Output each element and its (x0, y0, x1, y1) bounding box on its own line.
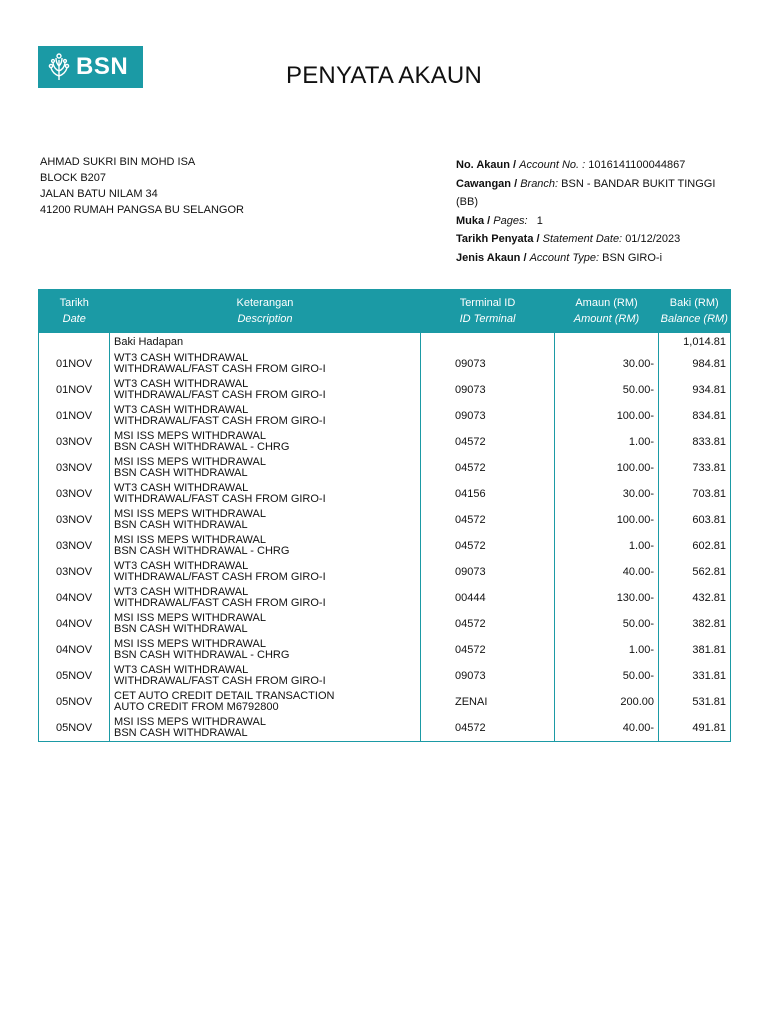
row-description-line2: BSN CASH WITHDRAWAL (114, 727, 248, 739)
row-balance: 491.81 (659, 715, 731, 742)
branch-label: Cawangan / (456, 177, 518, 190)
row-description-line1: MSI ISS MEPS WITHDRAWAL (114, 456, 266, 468)
row-description-line1: WT3 CASH WITHDRAWAL (114, 586, 249, 598)
row-amount: 100.00- (555, 507, 659, 533)
row-description-line1: MSI ISS MEPS WITHDRAWAL (114, 612, 266, 624)
row-amount: 1.00- (555, 637, 659, 663)
row-description (110, 637, 421, 663)
account-number-label: No. Akaun / (456, 159, 517, 171)
table-row (39, 715, 731, 742)
row-date: 03NOV (55, 436, 93, 448)
account-type-label: Jenis Akaun / (456, 251, 527, 264)
row-date: 04NOV (55, 592, 93, 604)
header-date: Tarikh Date (39, 289, 110, 333)
row-balance: 603.81 (659, 507, 731, 533)
statement-date-label: Tarikh Penyata / (456, 233, 540, 245)
row-balance: 382.81 (659, 611, 731, 637)
row-terminal: 04572 (421, 455, 555, 481)
row-description-line1: WT3 CASH WITHDRAWAL (114, 664, 249, 676)
row-description-line1: WT3 CASH WITHDRAWAL (114, 352, 249, 364)
row-amount: 1.00- (555, 533, 659, 559)
row-description-line1: MSI ISS MEPS WITHDRAWAL (114, 716, 266, 728)
row-amount: 40.00- (555, 715, 659, 742)
row-description (110, 403, 421, 429)
table-row (39, 637, 731, 663)
row-date: 01NOV (55, 358, 93, 370)
table-row (39, 611, 731, 637)
row-balance: 834.81 (659, 403, 731, 429)
row-balance: 432.81 (659, 585, 731, 611)
row-balance: 562.81 (659, 559, 731, 585)
table-row (39, 377, 731, 403)
row-terminal: 04572 (421, 507, 555, 533)
table-row (39, 533, 731, 559)
table-row (39, 559, 731, 585)
logo-text: BSN (76, 53, 129, 80)
row-description (110, 689, 421, 715)
row-terminal: 04572 (421, 715, 555, 742)
row-date: 03NOV (55, 462, 93, 474)
row-terminal: 09073 (421, 377, 555, 403)
table-header (39, 289, 731, 333)
table-row (39, 481, 731, 507)
header-amount: Amaun (RM) Amount (RM) (555, 289, 659, 333)
header-description: Keterangan Description (110, 289, 421, 333)
account-type-value: BSN GIRO-i (602, 251, 663, 264)
address-line: JALAN BATU NILAM 34 (40, 188, 158, 200)
row-amount: 50.00- (555, 377, 659, 403)
row-date: 03NOV (55, 566, 93, 578)
row-description (110, 663, 421, 689)
table-row (39, 663, 731, 689)
pages-label: Muka / (456, 214, 491, 227)
statement-date-value: 01/12/2023 (625, 233, 681, 245)
row-amount: 30.00- (555, 351, 659, 377)
row-amount: 30.00- (555, 481, 659, 507)
account-number-value: 1016141100044867 (588, 159, 686, 171)
row-description (110, 559, 421, 585)
branch-value: BSN - BANDAR BUKIT TINGGI (561, 177, 716, 190)
row-terminal: 09073 (421, 403, 555, 429)
row-terminal: 04572 (421, 429, 555, 455)
row-date: 04NOV (55, 618, 93, 630)
header-terminal: Terminal ID ID Terminal (421, 289, 555, 333)
row-description (110, 429, 421, 455)
row-description-line1: MSI ISS MEPS WITHDRAWAL (114, 534, 266, 546)
row-description-line1: CET AUTO CREDIT DETAIL TRANSACTION (114, 690, 335, 702)
row-description (110, 455, 421, 481)
row-description-line2: WITHDRAWAL/FAST CASH FROM GIRO-I (114, 415, 326, 427)
opening-balance-row (39, 333, 731, 351)
row-balance: 833.81 (659, 429, 731, 455)
header-balance: Baki (RM) Balance (RM) (659, 289, 731, 333)
statement-date (456, 230, 736, 249)
row-description-line1: WT3 CASH WITHDRAWAL (114, 482, 249, 494)
row-date: 03NOV (55, 514, 93, 526)
row-description (110, 533, 421, 559)
row-amount: 40.00- (555, 559, 659, 585)
table-row (39, 429, 731, 455)
row-amount: 50.00- (555, 663, 659, 689)
transactions-table (38, 289, 731, 742)
row-balance: 381.81 (659, 637, 731, 663)
row-description-line2: BSN CASH WITHDRAWAL (114, 623, 248, 635)
row-description-line2: WITHDRAWAL/FAST CASH FROM GIRO-I (114, 597, 326, 609)
row-terminal: 00444 (421, 585, 555, 611)
row-balance: 703.81 (659, 481, 731, 507)
row-balance: 602.81 (659, 533, 731, 559)
row-description (110, 585, 421, 611)
row-amount: 100.00- (555, 455, 659, 481)
row-description-line2: WITHDRAWAL/FAST CASH FROM GIRO-I (114, 493, 326, 505)
row-description-line2: BSN CASH WITHDRAWAL (114, 519, 248, 531)
row-amount: 50.00- (555, 611, 659, 637)
row-terminal: ZENAI (421, 689, 555, 715)
row-balance: 934.81 (659, 377, 731, 403)
account-type-label-en: Account Type: (529, 251, 600, 264)
row-balance: 331.81 (659, 663, 731, 689)
row-description-line2: WITHDRAWAL/FAST CASH FROM GIRO-I (114, 571, 326, 583)
row-balance: 984.81 (659, 351, 731, 377)
address-line: BLOCK B207 (40, 172, 107, 184)
row-date: 04NOV (55, 644, 93, 656)
table-row (39, 351, 731, 377)
row-amount: 1.00- (555, 429, 659, 455)
row-date: 01NOV (55, 410, 93, 422)
table-row (39, 689, 731, 715)
account-number-label-en: Account No. : (519, 159, 586, 171)
row-description-line1: MSI ISS MEPS WITHDRAWAL (114, 430, 266, 442)
account-number (456, 156, 736, 175)
row-description-line1: MSI ISS MEPS WITHDRAWAL (114, 638, 266, 650)
row-description (110, 507, 421, 533)
branch-label-en: Branch: (520, 177, 559, 190)
row-description-line2: WITHDRAWAL/FAST CASH FROM GIRO-I (114, 389, 326, 401)
account-type (456, 249, 736, 268)
row-description-line1: WT3 CASH WITHDRAWAL (114, 378, 249, 390)
row-date: 03NOV (55, 488, 93, 500)
row-terminal: 04572 (421, 533, 555, 559)
row-amount: 100.00- (555, 403, 659, 429)
row-amount: 200.00 (555, 689, 659, 715)
row-terminal: 04572 (421, 611, 555, 637)
row-description (110, 351, 421, 377)
row-date: 05NOV (55, 670, 93, 682)
table-row (39, 585, 731, 611)
table-row (39, 507, 731, 533)
row-terminal: 04156 (421, 481, 555, 507)
row-description (110, 481, 421, 507)
row-description-line2: BSN CASH WITHDRAWAL - CHRG (114, 441, 290, 453)
pages-label-en: Pages: (493, 214, 528, 227)
row-description (110, 377, 421, 403)
statement-date-label-en: Statement Date: (542, 233, 623, 245)
row-description-line1: WT3 CASH WITHDRAWAL (114, 560, 249, 572)
row-description-line2: BSN CASH WITHDRAWAL - CHRG (114, 649, 290, 661)
row-terminal: 09073 (421, 663, 555, 689)
row-date: 05NOV (55, 696, 93, 708)
row-description-line1: WT3 CASH WITHDRAWAL (114, 404, 249, 416)
row-terminal: 09073 (421, 351, 555, 377)
row-description (110, 611, 421, 637)
opening-balance-label: Baki Hadapan (110, 333, 421, 351)
address-line: 41200 RUMAH PANGSA BU SELANGOR (40, 204, 244, 216)
row-balance: 733.81 (659, 455, 731, 481)
table-row (39, 455, 731, 481)
row-description-line2: WITHDRAWAL/FAST CASH FROM GIRO-I (114, 363, 326, 375)
account-info (456, 156, 736, 267)
row-date: 01NOV (55, 384, 93, 396)
opening-balance-value: 1,014.81 (659, 333, 731, 351)
row-terminal: 09073 (421, 559, 555, 585)
row-description-line2: WITHDRAWAL/FAST CASH FROM GIRO-I (114, 675, 326, 687)
pages-value: 1 (536, 214, 543, 227)
row-amount: 130.00- (555, 585, 659, 611)
address-line: AHMAD SUKRI BIN MOHD ISA (40, 156, 196, 168)
row-description-line2: BSN CASH WITHDRAWAL - CHRG (114, 545, 290, 557)
row-date: 03NOV (55, 540, 93, 552)
row-description (110, 715, 421, 742)
row-description-line2: BSN CASH WITHDRAWAL (114, 467, 248, 479)
row-balance: 531.81 (659, 689, 731, 715)
row-description-line1: MSI ISS MEPS WITHDRAWAL (114, 508, 266, 520)
row-date: 05NOV (55, 722, 93, 734)
branch (456, 175, 736, 194)
row-terminal: 04572 (421, 637, 555, 663)
table-row (39, 403, 731, 429)
page-title: PENYATA AKAUN (286, 62, 482, 89)
row-description-line2: AUTO CREDIT FROM M6792800 (114, 701, 279, 713)
branch-code: (BB) (456, 196, 478, 208)
customer-address (40, 154, 244, 218)
pages (456, 212, 736, 231)
